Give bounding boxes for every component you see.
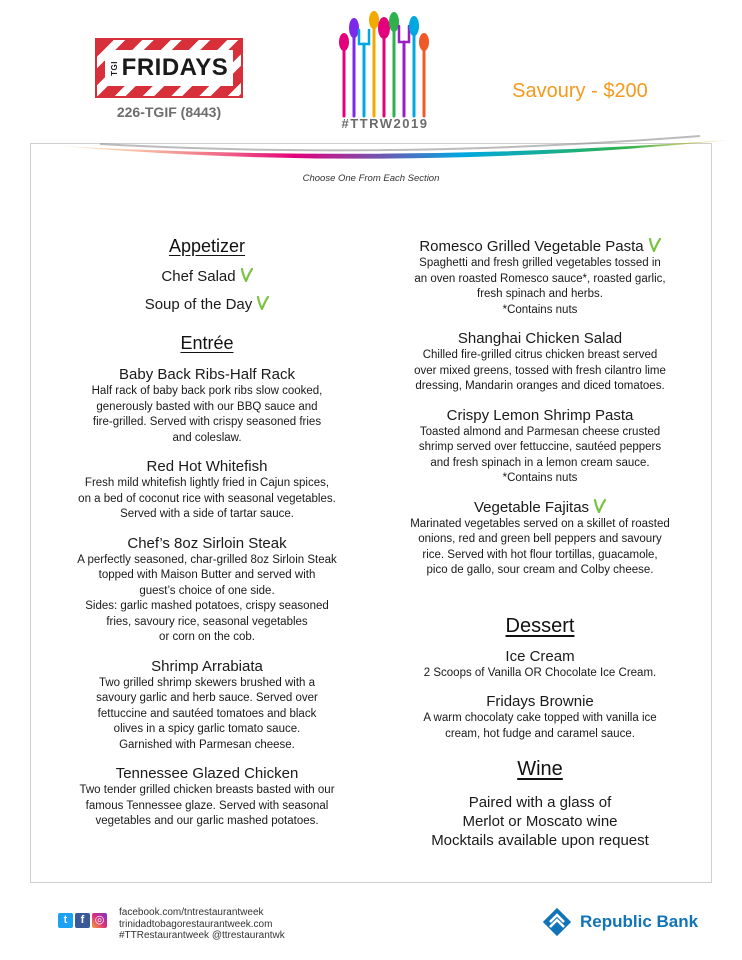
menu-item: [42, 268, 372, 285]
footer-links: [119, 907, 285, 942]
menu-item: [380, 499, 700, 516]
vegetarian-leaf-icon: [256, 296, 269, 310]
twitter-icon[interactable]: t: [58, 913, 73, 928]
left-column: [42, 236, 372, 830]
menu-item-name: Baby Back Ribs-Half Rack: [119, 366, 295, 383]
menu-item-name: Shanghai Chicken Salad: [457, 330, 623, 347]
hashtag-handle: #TTRestaurantweek @ttrestaurantwk: [119, 930, 285, 941]
menu-item-name: Romesco Grilled Vegetable Pasta: [419, 238, 644, 255]
instagram-icon[interactable]: ◎: [92, 913, 107, 928]
vegetarian-leaf-icon: [648, 238, 661, 252]
republic-bank-diamond-icon: [540, 905, 574, 939]
facebook-icon[interactable]: f: [75, 913, 90, 928]
section-title-entree: Entrée: [180, 333, 234, 353]
menu-item-description: Two tender grilled chicken breasts basted with our famous Tennessee glaze. Served with seasonal vegetables and our garlic mashed potatoes.: [79, 784, 335, 827]
section-title-appetizer: Appetizer: [168, 236, 246, 256]
wine-text: Merlot or Moscato wine: [462, 813, 618, 830]
vegetarian-leaf-icon: [593, 499, 606, 513]
menu-item-description: Half rack of baby back pork ribs slow cooked, generously basted with our BBQ sauce and fire-grilled. Served with crispy seasoned fries and coleslaw.: [91, 385, 323, 444]
section-title-dessert: Dessert: [505, 614, 575, 637]
menu-item-name: Shrimp Arrabiata: [151, 657, 263, 675]
instruction-text: Choose One From Each Section: [302, 173, 440, 184]
menu-item-name: Chef’s 8oz Sirloin Steak: [127, 534, 287, 552]
vegetarian-leaf-icon: [240, 268, 253, 282]
menu-item-description: Chilled fire-grilled citrus chicken breast served over mixed greens, tossed with fresh cilantro lime dressing, Mandarin oranges and diced tomatoes.: [414, 349, 666, 392]
menu-item-name: Tennessee Glazed Chicken: [115, 765, 299, 782]
rainbow-swoosh-icon: [60, 134, 730, 168]
logo-prefix: TGI: [109, 60, 119, 76]
menu-item-name: Crispy Lemon Shrimp Pasta: [446, 406, 634, 424]
bank-name: Republic Bank: [580, 912, 699, 931]
wine-text: Mocktails available upon request: [431, 832, 649, 849]
menu-item: [42, 296, 372, 313]
menu-price-title: Savoury - $200: [512, 80, 648, 102]
phone-number: 226-TGIF (8443): [116, 104, 222, 120]
section-title-wine: Wine: [517, 758, 563, 780]
menu-item-description: A perfectly seasoned, char-grilled 8oz Sirloin Steak topped with Maison Butter and served with guest’s choice of one side. Sides: garlic mashed potatoes, crispy seasoned fries, savoury rice, seasonal vegetables or corn on the cob.: [77, 553, 337, 643]
website-link[interactable]: trinidadtobagorestaurantweek.com: [119, 918, 273, 930]
menu-item-description: Fresh mild whitefish lightly fried in Cajun spices, on a bed of coconut rice with seasonal vegetables. Served with a side of tartar sauce.: [78, 477, 336, 520]
menu-item-description: A warm chocolaty cake topped with vanilla ice cream, hot fudge and caramel sauce.: [423, 712, 657, 740]
menu-item-description: 2 Scoops of Vanilla OR Chocolate Ice Cream.: [423, 666, 657, 679]
menu-item-name: Fridays Brownie: [486, 693, 594, 710]
right-column: [380, 238, 700, 850]
facebook-link[interactable]: facebook.com/tntrestaurantweek: [119, 907, 264, 918]
logo-name: FRIDAYS: [121, 54, 229, 81]
wine-text: Paired with a glass of: [468, 794, 612, 811]
menu-item-description: Toasted almond and Parmesan cheese crusted shrimp served over fettuccine, sautéed peppers and fresh spinach in a lemon cream sauce. *Contains nuts: [418, 425, 662, 484]
utensils-logo-icon: [330, 8, 440, 118]
menu-item-description: Marinated vegetables served on a skillet of roasted onions, red and green bell peppers and savoury rice. Served with hot flour tortillas, guacamole, pico de gallo, sour cream and Colby cheese.: [410, 517, 670, 576]
social-icons: [58, 913, 109, 931]
menu-item-name: Vegetable Fajitas: [473, 498, 590, 516]
menu-item-description: Two grilled shrimp skewers brushed with a savoury garlic and herb sauce. Served over fettuccine and sautéed tomatoes and black olives in a spicy garlic tomato sauce. Garnished with Parmesan cheese.: [96, 676, 318, 751]
menu-item-name: Soup of the Day: [144, 296, 253, 313]
menu-item-name: Ice Cream: [505, 647, 575, 665]
republic-bank-logo: [540, 905, 698, 939]
menu-item-description: Spaghetti and fresh grilled vegetables tossed in an oven roasted Romesco sauce*, roasted garlic, fresh spinach and herbs. *Contains nuts: [414, 257, 666, 316]
fridays-logo: [95, 38, 243, 98]
menu-item-name: Chef Salad: [161, 268, 236, 285]
menu-item: [380, 238, 700, 255]
menu-item-name: Red Hot Whitefish: [146, 458, 268, 475]
event-hashtag: #TTRW2019: [341, 116, 429, 131]
